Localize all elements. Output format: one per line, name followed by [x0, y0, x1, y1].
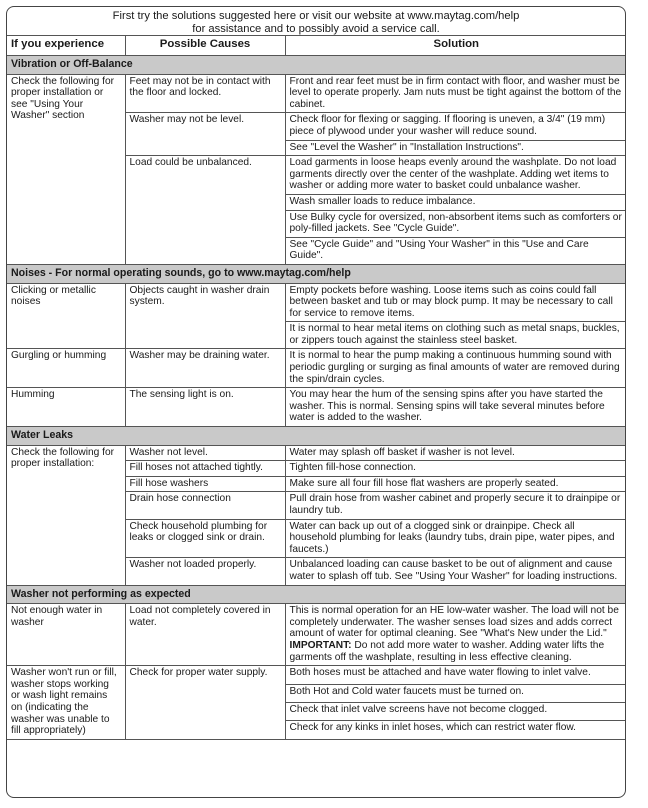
header-solution: Solution — [285, 36, 626, 56]
section-title: Noises - For normal operating sounds, go to www.maytag.com/help — [7, 264, 626, 283]
solution-cell: Load garments in loose heaps evenly around the washplate. Do not load garments directly over the center of the washplate. Adding wet items to washer or adding more water to basket could unbalance washer. — [285, 156, 626, 195]
solution-cell: Pull drain hose from washer cabinet and properly secure it to drainpipe or laundry tub. — [285, 492, 626, 519]
solution-cell: It is normal to hear metal items on clothing such as metal snaps, buckles, or zippers touch against the stainless steel basket. — [285, 322, 626, 349]
header-causes: Possible Causes — [125, 36, 285, 56]
section-title: Washer not performing as expected — [7, 585, 626, 604]
experience-cell: Check the following for proper installation: — [7, 445, 125, 585]
solution-cell: Unbalanced loading can cause basket to be out of alignment and cause water to splash off tub. See "Using Your Washer" for loading instructions. — [285, 558, 626, 585]
section-vibration — [7, 56, 626, 75]
cause-cell: Objects caught in washer drain system. — [125, 283, 285, 349]
solution-cell: Check floor for flexing or sagging. If flooring is uneven, a 3/4" (19 mm) piece of plywood under your washer will reduce sound. — [285, 113, 626, 140]
solution-cell: Use Bulky cycle for oversized, non-absorbent items such as comforters or poly-filled jackets. See "Cycle Guide". — [285, 210, 626, 237]
table-row — [7, 666, 626, 684]
experience-cell: Not enough water in washer — [7, 604, 125, 666]
experience-cell: Check the following for proper installation or see "Using Your Washer" section — [7, 74, 125, 264]
section-water-leaks — [7, 427, 626, 446]
cause-cell: Washer may be draining water. — [125, 349, 285, 388]
table-row — [7, 283, 626, 322]
solution-cell: Water may splash off basket if washer is not level. — [285, 445, 626, 461]
experience-cell: Humming — [7, 388, 125, 427]
solution-cell: Front and rear feet must be in firm contact with floor, and washer must be level to operate properly. Jam nuts must be tight against the bottom of the cabinet. — [285, 74, 626, 113]
cause-cell: Washer not loaded properly. — [125, 558, 285, 585]
cause-cell: Drain hose connection — [125, 492, 285, 519]
cause-cell: Washer not level. — [125, 445, 285, 461]
important-text: Do not add more water to washer. Adding water lifts the garments off the washplate, resulting in less effective cleaning. — [289, 639, 605, 663]
solution-cell: Both hoses must be attached and have water flowing to inlet valve. — [285, 666, 626, 684]
intro-line-2: for assistance and to possibly avoid a service call. — [192, 22, 440, 35]
solution-cell: You may hear the hum of the sensing spins after you have started the washer. This is normal. Sensing spins will take several minutes before water is added to the washer. — [285, 388, 626, 427]
solution-cell: Both Hot and Cold water faucets must be turned on. — [285, 684, 626, 702]
cause-cell: The sensing light is on. — [125, 388, 285, 427]
cause-cell: Fill hose washers — [125, 476, 285, 492]
solution-cell: Wash smaller loads to reduce imbalance. — [285, 194, 626, 210]
header-row — [7, 36, 626, 56]
table-row — [7, 445, 626, 461]
intro-text — [7, 7, 625, 35]
solution-cell: Check that inlet valve screens have not become clogged. — [285, 702, 626, 720]
solution-cell: See "Level the Washer" in "Installation Instructions". — [285, 140, 626, 156]
solution-text: This is normal operation for an HE low-water washer. The load will not be completely underwater. The washer senses load sizes and adds correct amount of water for optimal cleaning. See "What's New under the Lid." — [289, 605, 619, 640]
solution-cell: Tighten fill-hose connection. — [285, 461, 626, 477]
solution-cell: Check for any kinks in inlet hoses, which can restrict water flow. — [285, 721, 626, 739]
experience-cell: Clicking or metallic noises — [7, 283, 125, 349]
solution-cell: Water can back up out of a clogged sink or drainpipe. Check all household plumbing for leaks (laundry tubs, drain pipe, water pipes, and faucets.) — [285, 519, 626, 558]
solution-cell: It is normal to hear the pump making a continuous humming sound with periodic gurgling or surging as final amounts of water are removed during the spin/drain cycles. — [285, 349, 626, 388]
experience-cell: Washer won't run or fill, washer stops working or wash light remains on (indicating the washer was unable to fill appropriately) — [7, 666, 125, 740]
cause-cell: Check for proper water supply. — [125, 666, 285, 740]
experience-cell: Gurgling or humming — [7, 349, 125, 388]
solution-cell — [285, 604, 626, 666]
cause-cell: Washer may not be level. — [125, 113, 285, 156]
troubleshooting-table — [7, 35, 626, 740]
important-note — [290, 640, 624, 663]
intro-line-1: First try the solutions suggested here or visit our website at www.maytag.com/help — [112, 10, 520, 22]
solution-cell: Make sure all four fill hose flat washers are properly seated. — [285, 476, 626, 492]
header-experience: If you experience — [7, 36, 125, 56]
table-row — [7, 74, 626, 113]
section-performance — [7, 585, 626, 604]
section-title: Water Leaks — [7, 427, 626, 446]
table-row — [7, 604, 626, 666]
table-row — [7, 349, 626, 388]
section-noises — [7, 264, 626, 283]
section-title: Vibration or Off-Balance — [7, 56, 626, 75]
important-label: IMPORTANT: — [289, 639, 352, 651]
cause-cell: Load not completely covered in water. — [125, 604, 285, 666]
solution-cell: See "Cycle Guide" and "Using Your Washer" in this "Use and Care Guide". — [285, 237, 626, 264]
cause-cell: Fill hoses not attached tightly. — [125, 461, 285, 477]
cause-cell: Check household plumbing for leaks or clogged sink or drain. — [125, 519, 285, 558]
troubleshooting-chart — [6, 6, 626, 798]
cause-cell: Load could be unbalanced. — [125, 156, 285, 265]
table-row — [7, 388, 626, 427]
cause-cell: Feet may not be in contact with the floor and locked. — [125, 74, 285, 113]
solution-cell: Empty pockets before washing. Loose items such as coins could fall between basket and tub or may block pump. It may be necessary to call for service to remove items. — [285, 283, 626, 322]
